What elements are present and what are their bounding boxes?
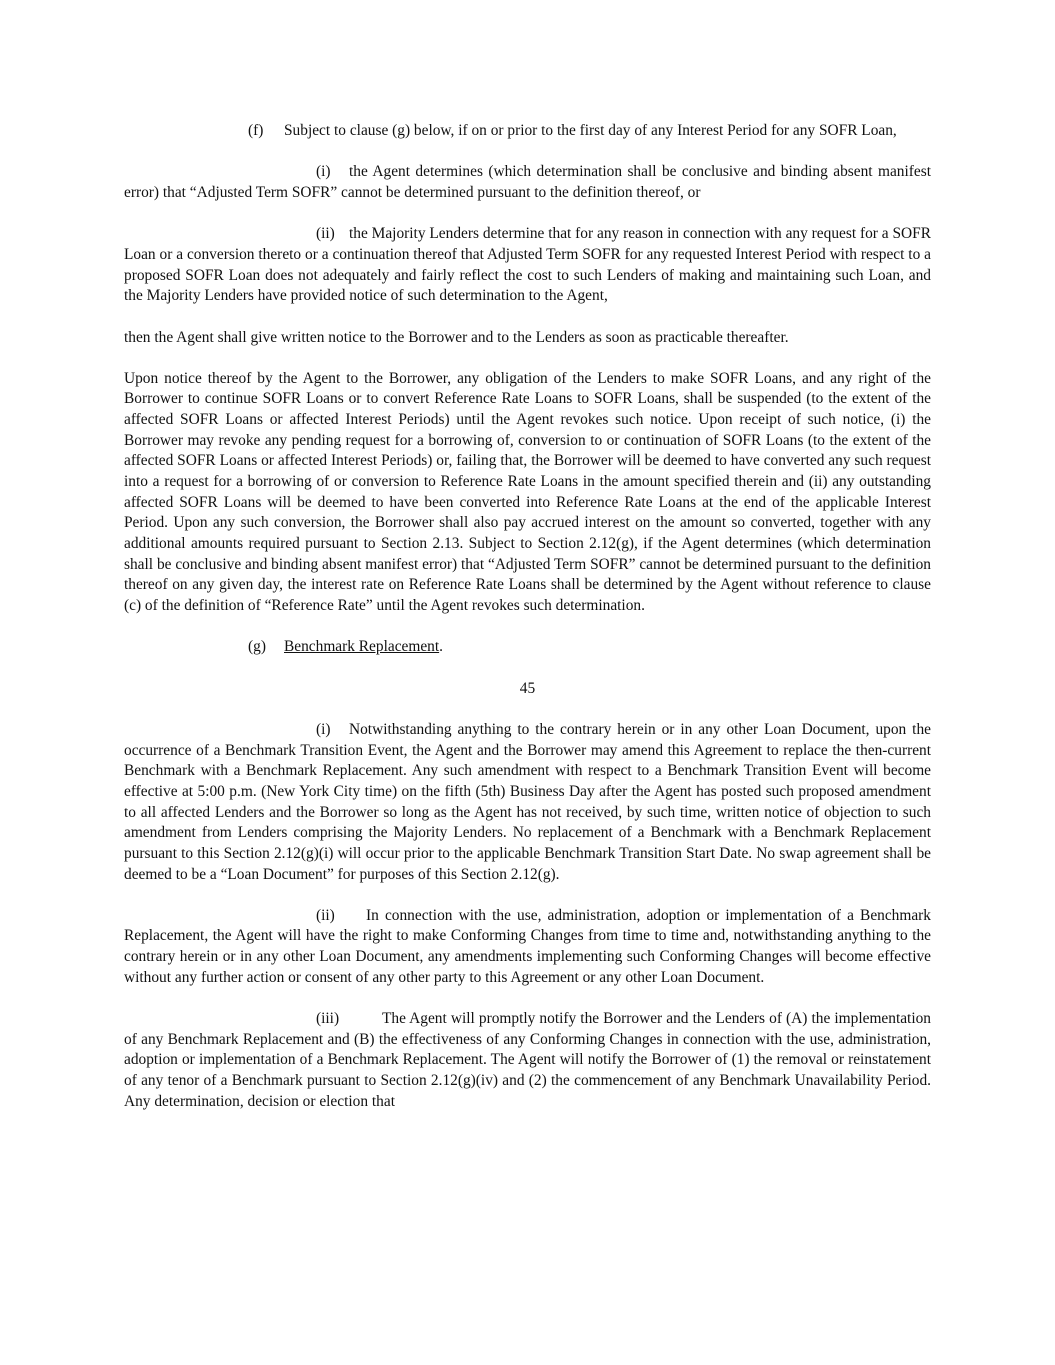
clause-g <box>124 637 931 658</box>
clause-g-i <box>124 720 931 885</box>
clause-text: In connection with the use, administration, adoption or implementation of a Benchmark Replacement, the Agent will have the right to make Conforming Changes from time to time and, notwithstanding anything to the contrary herein or in any other Loan Document, any amendments implementing such Conforming Changes will become effective without any further action or consent of any other party to this Agreement or any other Loan Document. <box>124 906 931 986</box>
clause-f <box>124 121 931 142</box>
then-paragraph: then the Agent shall give written notice to the Borrower and to the Lenders as soon as practicable thereafter. <box>124 328 789 346</box>
clause-label: (g) <box>248 638 266 656</box>
clause-f-ii <box>124 224 931 307</box>
clause-g-ii <box>124 906 931 989</box>
clause-label: (i) <box>316 163 331 181</box>
clause-text: the Agent determines (which determination shall be conclusive and binding absent manifest error) that “Adjusted Term SOFR” cannot be determined pursuant to the definition thereof, or <box>124 163 931 201</box>
clause-text: Notwithstanding anything to the contrary herein or in any other Loan Document, upon the occurrence of a Benchmark Transition Event, the Agent and the Borrower may amend this Agreement to replace the then-current Benchmark with a Benchmark Replacement. Any such amendment with respect to a Benchmark Transition Event will become effective at 5:00 p.m. (New York City time) on the fifth (5th) Business Day after the Agent has posted such proposed amendment to all affected Lenders and the Borrower so long as the Agent has not received, by such time, written notice of objection to such amendment from Lenders comprising the Majority Lenders. No replacement of a Benchmark with a Benchmark Replacement pursuant to this Section 2.12(g)(i) will occur prior to the applicable Benchmark Transition Start Date. No swap agreement shall be deemed to be a “Loan Document” for purposes of this Section 2.12(g). <box>124 720 931 883</box>
clause-label: (ii) <box>316 225 335 243</box>
clause-label: (i) <box>316 720 331 738</box>
heading-period: . <box>439 638 443 656</box>
clause-label: (f) <box>248 122 264 139</box>
clause-label: (ii) <box>316 906 335 924</box>
clause-text: The Agent will promptly notify the Borrower and the Lenders of (A) the implementation of any Benchmark Replacement and (B) the effectiveness of any Conforming Changes in connection with the use, administration, adoption or implementation of a Benchmark Replacement. The Agent will notify the Borrower of (1) the removal or reinstatement of any tenor of a Benchmark pursuant to Section 2.12(g)(iv) and (2) the commencement of any Benchmark Unavailability Period. Any determination, decision or election that <box>124 1010 931 1110</box>
clause-heading: Benchmark Replacement <box>284 638 440 656</box>
clause-text: the Majority Lenders determine that for any reason in connection with any request for a SOFR Loan or a conversion thereto or a continuation thereof that Adjusted Term SOFR for any requested Interest Period with respect to a proposed SOFR Loan does not adequately and fairly reflect the cost to such Lenders of making and maintaining such Loan, and the Majority Lenders have provided notice of such determination to the Agent, <box>124 225 931 305</box>
page-number: 45 <box>519 679 536 697</box>
clause-label: (iii) <box>316 1010 340 1028</box>
clause-f-i <box>124 162 931 203</box>
clause-text: Subject to clause (g) below, if on or prior to the first day of any Interest Period for any SOFR Loan, <box>284 122 897 139</box>
upon-notice-paragraph: Upon notice thereof by the Agent to the Borrower, any obligation of the Lenders to make SOFR Loans, and any right of the Borrower to continue SOFR Loans or to convert Reference Rate Loans to SOFR Loans, shall be suspended (to the extent of the affected SOFR Loans or affected Interest Periods) until the Agent revokes such notice. Upon receipt of such notice, (i) the Borrower may revoke any pending request for a borrowing of, conversion to or continuation of SOFR Loans (to the extent of the affected SOFR Loans or affected Interest Periods) or, failing that, the Borrower will be deemed to have converted any such request into a request for a borrowing of or conversion to Reference Rate Loans in the amount specified therein and (ii) any outstanding affected SOFR Loans will be deemed to have been converted into Reference Rate Loans at the end of the applicable Interest Period. Upon any such conversion, the Borrower shall also pay accrued interest on the amount so converted, together with any additional amounts required pursuant to Section 2.13. Subject to Section 2.12(g), if the Agent determines (which determination shall be conclusive and binding absent manifest error) that “Adjusted Term SOFR” cannot be determined pursuant to the definition thereof on any given day, the interest rate on Reference Rate Loans shall be determined by the Agent without reference to clause (c) of the definition of “Reference Rate” until the Agent revokes such determination. <box>124 369 931 615</box>
clause-g-iii <box>124 1009 931 1112</box>
document-page <box>124 121 931 1133</box>
